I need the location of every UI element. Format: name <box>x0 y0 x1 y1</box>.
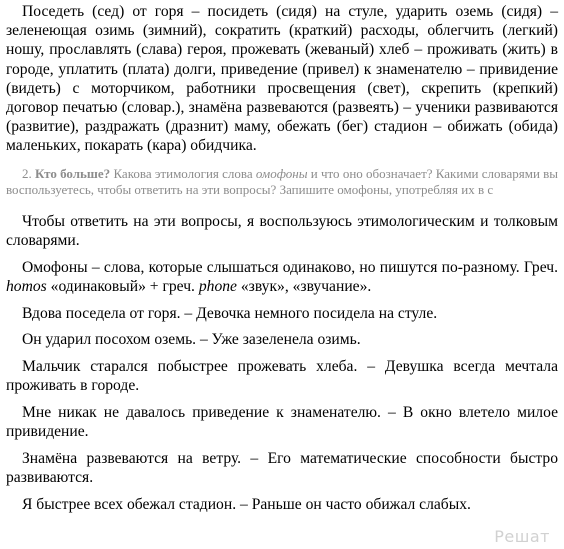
task-number: 2. <box>22 165 32 181</box>
answer-text: Поседеть (сед) от горя – посидеть (сидя) на стуле, ударить оземь (сидя) – зеленеющая озимь (зимний), сократить (краткий) расходы, облегчить (легкий) ношу, прославлять (слава) героя, прожевать (жеваный) хлеб – проживать (жить) в городе, уплатить (плата) долги, приведение (привел) к знаменателю – привидение (видеть) с моторчиком, работники просвещения (свет), скрепить (крепкий) договор печатью (словар.), знамёна развеваются (развеять) – ученики развиваются (развитие), раздражать (дразнит) маму, обежать (бег) стадион – обижать (обида) маленьких, покарать (кара) обидчика. <box>6 3 558 155</box>
answer-paragraph: Мне никак не давалось приведение к знаменателю. – В окно влетело милое привидение. <box>6 403 558 441</box>
definition-text: Омофоны – слова, которые слышаться одинаково, но пишутся по-разному. Греч. <box>22 258 558 276</box>
task-text <box>6 166 558 199</box>
homos-meaning: «одинаковый» + греч. <box>50 277 195 295</box>
answer-paragraph: Чтобы ответить на эти вопросы, я воспользуюсь этимологическим и толковым словарями. <box>6 212 558 250</box>
watermark-logo: Решат <box>494 527 550 546</box>
exercise-page <box>6 2 558 521</box>
task-text-after: и что оно обозначает? Какими словарями вы воспользуетесь, чтобы ответить на эти вопросы? Запишите омофоны, употребляя их в с <box>6 165 559 198</box>
task-title: Кто больше? <box>35 165 111 181</box>
answer-paragraph: Знамёна развеваются на ветру. – Его математические способности быстро развиваются. <box>6 449 558 487</box>
task-text-before: Какова этимология слова <box>113 165 253 181</box>
greek-word-phone: phone <box>198 277 237 295</box>
phone-meaning: «звук», «звучание». <box>240 277 372 295</box>
greek-word-homos: homos <box>6 277 47 295</box>
answer-paragraph: Вдова поседела от горя. – Девочка немного посидела на стуле. <box>22 304 438 322</box>
task-term: омофоны <box>255 165 308 181</box>
answer-paragraph: Я быстрее всех обежал стадион. – Раньше он часто обижал слабых. <box>22 495 471 513</box>
answer-paragraph: Мальчик старался побыстрее прожевать хлеба. – Девушка всегда мечтала проживать в городе. <box>6 358 558 395</box>
answer-paragraph: Он ударил посохом оземь. – Уже зазеленела озимь. <box>22 331 361 349</box>
answer-paragraph-definition <box>6 258 558 296</box>
